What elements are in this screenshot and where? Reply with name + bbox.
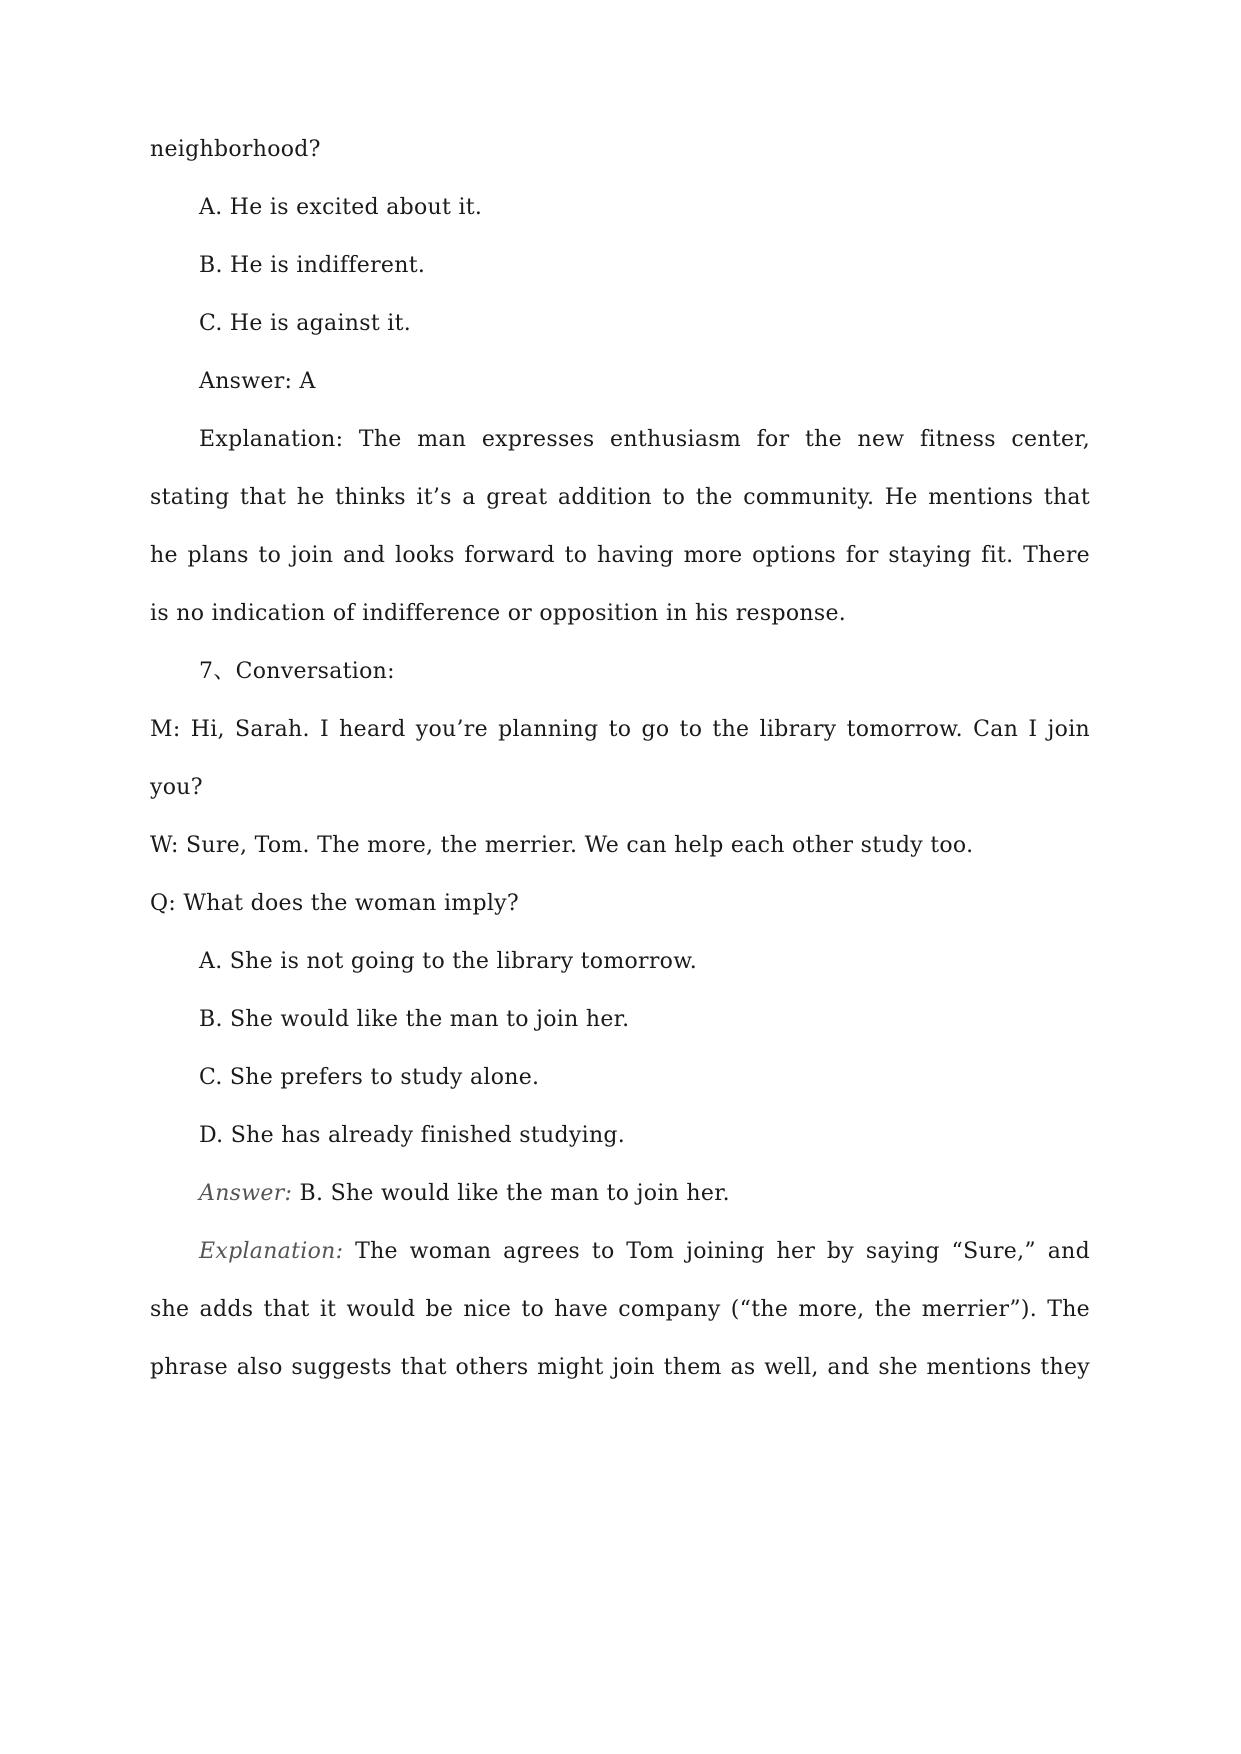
- q6-stem-end: neighborhood?: [150, 137, 321, 162]
- q6-explanation-line-1: Explanation: The man expresses enthusiasm for the new fitness center,: [199, 427, 1090, 452]
- q7-explanation-line-3: phrase also suggests that others might join them as well, and she mentions they: [150, 1355, 1090, 1380]
- q7-answer-text: B. She would like the man to join her.: [292, 1181, 730, 1206]
- q7-option-a: A. She is not going to the library tomorrow.: [199, 949, 698, 974]
- q7-option-c: C. She prefers to study alone.: [199, 1065, 540, 1090]
- q6-answer: Answer: A: [199, 369, 316, 394]
- q6-option-a: A. He is excited about it.: [199, 195, 483, 220]
- q7-question: Q: What does the woman imply?: [150, 891, 519, 916]
- q6-explanation-line-3: he plans to join and looks forward to having more options for staying fit. There: [150, 543, 1090, 568]
- q7-option-d: D. She has already finished studying.: [199, 1123, 626, 1148]
- q6-option-c: C. He is against it.: [199, 311, 412, 336]
- q7-explanation-first-rest: The woman agrees to Tom joining her by saying “Sure,” and: [343, 1239, 1090, 1264]
- q7-man-line-2: you?: [150, 775, 203, 800]
- q7-answer-label: Answer:: [199, 1181, 293, 1206]
- q7-explanation-line-1: [199, 1238, 1090, 1266]
- q7-explanation-label: Explanation:: [199, 1239, 344, 1264]
- q6-option-b: B. He is indifferent.: [199, 253, 426, 278]
- q7-option-b: B. She would like the man to join her.: [199, 1007, 630, 1032]
- q7-answer: [199, 1180, 1139, 1208]
- q7-woman-line: W: Sure, Tom. The more, the merrier. We can help each other study too.: [150, 833, 974, 858]
- q6-explanation-line-4: is no indication of indifference or opposition in his response.: [150, 601, 847, 626]
- q7-explanation-line-2: she adds that it would be nice to have company (“the more, the merrier”). The: [150, 1297, 1090, 1322]
- q6-explanation-line-2: stating that he thinks it’s a great addition to the community. He mentions that: [150, 485, 1090, 510]
- q7-man-line-1: M: Hi, Sarah. I heard you’re planning to go to the library tomorrow. Can I join: [150, 717, 1090, 742]
- q7-heading: 7、Conversation:: [199, 659, 395, 684]
